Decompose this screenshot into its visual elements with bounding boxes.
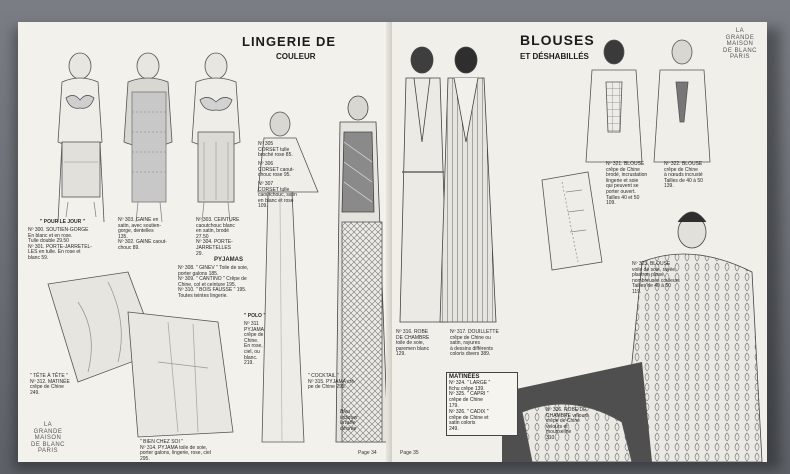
brand-line-1: LA	[735, 28, 745, 34]
caption-polo-title: " POLO "	[244, 313, 266, 319]
caption-pyjamas-title: PYJAMAS	[214, 257, 244, 263]
matinees-box	[446, 372, 518, 436]
caption-blouse-322: Nº 322. BLOUSE crêpe de Chine à nœuds incrusté Tailles de 40 à 50 139.	[664, 161, 703, 190]
brand-line-5: PARIS	[729, 54, 751, 60]
caption-corset-305: Nº 305 CORSET tulle broché rose 85.	[258, 141, 293, 159]
brand-line-2: GRANDE	[725, 34, 755, 41]
left-page-subheading: COULEUR	[276, 52, 316, 61]
brand-line-5: PARIS	[37, 448, 59, 454]
brand-line-1: LA	[43, 422, 53, 428]
caption-robe-de-chambre: Nº 316. ROBE DE CHAMBRE toile de soie, paremen blanc 129.	[396, 329, 430, 358]
left-page	[18, 22, 398, 462]
caption-douillette: Nº 317. DOUILLETTE crêpe de Chine ou satin, rayures à dessins différents coloris divers 389.	[450, 329, 499, 358]
brand-line-3: MAISON	[726, 41, 754, 47]
matinees-title: MATINÉES	[449, 374, 480, 380]
right-page-subheading: ET DÉSHABILLÉS	[520, 52, 589, 61]
caption-corset-307: Nº 307 CORSET tulle caoutchouc, satin en blanc et rose 109.	[258, 181, 297, 210]
caption-tete-a-tete: " TÊTE À TÊTE " Nº 312. MATINÉE crêpe de Chine 249.	[30, 373, 70, 396]
brand-line-4: DE BLANC	[30, 441, 65, 448]
right-page-heading: BLOUSES	[520, 32, 595, 48]
caption-cocktail: " COCKTAIL " Nº 315. PYJAMA crê- pe de Chine 295.	[308, 373, 356, 391]
brand-line-3: MAISON	[34, 435, 62, 441]
caption-bien-chez-soi: " BIEN CHEZ SOI " Nº 314. PYJAMA toile de soie, porter galons, lingerie, rose, ciel 295.	[140, 439, 211, 462]
caption-ceinture: Nº 303. CEINTURE caoutchouc blanc en satin, brodé 27.50 Nº 304. PORTE- JARRETELLES 29.	[196, 217, 240, 257]
brand-line-2: GRANDE	[33, 428, 63, 435]
right-page-number: Page 35	[400, 450, 419, 456]
brand-line-4: DE BLANC	[722, 47, 757, 54]
caption-polo: Nº 311 PYJAMA crêpe de Chine. En rose, ciel, ou blanc. 219.	[244, 321, 265, 367]
caption-corset-306: Nº 306 CORSET caout- chouc rose 95.	[258, 161, 295, 179]
matinees-body: Nº 324. " LARGE " fichu crêpe 139. Nº 325. " CAPRI " crêpe de Chine 179. Nº 326. " CADIX " crêpe de Chine et satin coloris 249.	[449, 379, 491, 433]
caption-pyjamas: Nº 308. " GINEV " Toile de soie, porter galons 185. Nº 309. " CANTINO " Crêpe de Chine, col et ceinture 195. Nº 310. " BOIS FAUSSE " 195. Toutes teintes lingerie.	[178, 265, 249, 299]
caption-blouse-321: Nº 321. BLOUSE crêpe de Chine brodé, incrustation lingerie et soie qui peuvent se porter ouvert. Tailles 40 et 50 109.	[606, 161, 648, 207]
right-page	[392, 22, 767, 462]
left-page-heading: LINGERIE DE	[242, 34, 337, 49]
caption-robe-326: Nº 326. ROBE DE CHAMBRE velours crêpe de Chine velours et mousseline 310.	[546, 407, 589, 441]
left-page-number: Page 34	[358, 450, 377, 456]
caption-pour-le-jour: Nº 300. SOUTIEN-GORGE En blanc et en rose. Tulle double 29.50 Nº 301. PORTE-JARRETEL- LES en tulle. En rose et blanc 59.	[28, 227, 92, 261]
caption-blouse-323: Nº 323. BLOUSE voile de soie, rayée, plastron plissé, nombreuses couleurs Tailles de 40 à 50 119.	[632, 261, 680, 295]
brand-logo-left	[28, 422, 68, 455]
caption-bleu-note: Bleu indiquer la taille désirée	[340, 409, 358, 432]
caption-pour-le-jour-title: " POUR LE JOUR "	[40, 219, 86, 225]
caption-gaine: Nº 303. GAINE en satin, avec soutien- gorge, dentelles 135. Nº 302. GAINE caout- chouc 89.	[118, 217, 167, 251]
